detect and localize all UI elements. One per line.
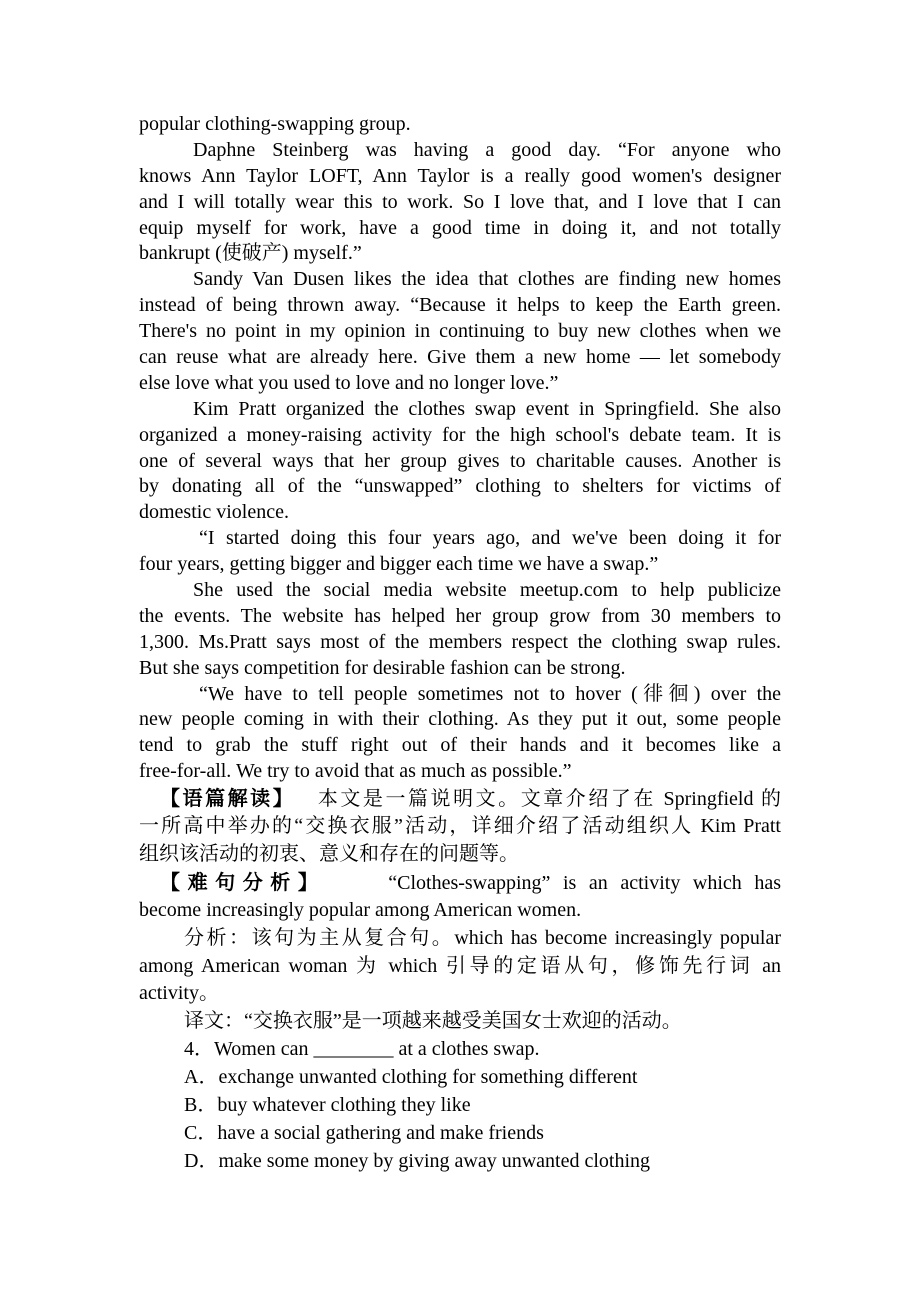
option-c: C．have a social gathering and make friends: [184, 1121, 544, 1144]
text-line: instead of being thrown away. “Because it helps to keep the Earth green.: [139, 294, 781, 317]
question-4: [139, 1036, 781, 1175]
document-page: [139, 112, 781, 1176]
text-line: four years, getting bigger and bigger each time we have a swap.”: [139, 553, 659, 576]
text-line: domestic violence.: [139, 501, 289, 524]
text-line: Sandy Van Dusen likes the idea that clothes are finding new homes: [193, 268, 781, 291]
text-line: But she says competition for desirable fashion can be strong.: [139, 656, 626, 679]
text-line: tend to grab the stuff right out of their hands and it becomes like a: [139, 734, 781, 757]
text-line: 1,300. Ms.Pratt says most of the members respect the clothing swap rules.: [139, 630, 781, 653]
text-line: She used the social media website meetup.com to help publicize: [193, 579, 781, 602]
option-d: D．make some money by giving away unwanted clothing: [184, 1149, 651, 1172]
text-line: new people coming in with their clothing. As they put it out, some people: [139, 708, 781, 731]
question-stem: 4．Women can ________ at a clothes swap.: [184, 1038, 540, 1061]
text-line: the events. The website has helped her group grow from 30 members to: [139, 604, 781, 627]
text-line: There's no point in my opinion in continuing to buy new clothes when we: [139, 320, 781, 343]
text-line: knows Ann Taylor LOFT, Ann Taylor is a really good women's designer: [139, 164, 781, 187]
text-line: else love what you used to love and no longer love.”: [139, 371, 559, 394]
text-line: 本文是一篇说明文。文章介绍了在 Springfield 的: [317, 788, 781, 811]
text-line: popular clothing-swapping group.: [139, 113, 411, 135]
text-line: bankrupt (使破产) myself.”: [139, 242, 362, 265]
text-line: free-for-all. We try to avoid that as much as possible.”: [139, 760, 572, 783]
text-line: among American woman 为 which 引导的定语从句，修饰先行词 an: [139, 954, 781, 977]
text-line: “We have to tell people sometimes not to hover (徘徊) over the: [199, 682, 781, 705]
sentence-analysis-line: [139, 869, 781, 897]
text-line: 一所高中举办的“交换衣服”活动，详细介绍了活动组织人 Kim Pratt: [139, 815, 781, 838]
text-line: activity。: [139, 982, 219, 1005]
translation-line: 译文：“交换衣服”是一项越来越受美国女士欢迎的活动。: [184, 1010, 682, 1033]
text-line: “Clothes-swapping” is an activity which has: [388, 871, 781, 894]
sentence-label: 【难句分析】: [160, 869, 326, 894]
text-line: can reuse what are already here. Give them a new home — let somebody: [139, 346, 781, 369]
text-line: become increasingly popular among American women.: [139, 898, 582, 921]
text-line: “I started doing this four years ago, and we've been doing it for: [199, 527, 781, 550]
text-line: organized a money-raising activity for the high school's debate team. It is: [139, 423, 781, 446]
text-line: and I will totally wear this to work. So I love that, and I love that I can: [139, 190, 781, 213]
option-a: A．exchange unwanted clothing for something different: [184, 1066, 638, 1089]
analysis-section: [139, 785, 781, 1036]
article-paragraphs: [139, 112, 781, 785]
text-line: 分析：该句为主从复合句。which has become increasingly popular: [184, 926, 781, 949]
text-line: equip myself for work, have a good time in doing it, and not totally: [139, 216, 781, 239]
text-line: Daphne Steinberg was having a good day. “For anyone who: [193, 138, 781, 161]
text-line: by donating all of the “unswapped” clothing to shelters for victims of: [139, 475, 781, 498]
reading-analysis-line: [139, 785, 781, 813]
option-b: B．buy whatever clothing they like: [184, 1093, 471, 1116]
text-line: Kim Pratt organized the clothes swap event in Springfield. She also: [193, 397, 781, 420]
text-line: 组织该活动的初衷、意义和存在的问题等。: [139, 842, 519, 865]
text-line: one of several ways that her group gives to charitable causes. Another is: [139, 449, 781, 472]
reading-label: 【语篇解读】: [160, 786, 296, 811]
